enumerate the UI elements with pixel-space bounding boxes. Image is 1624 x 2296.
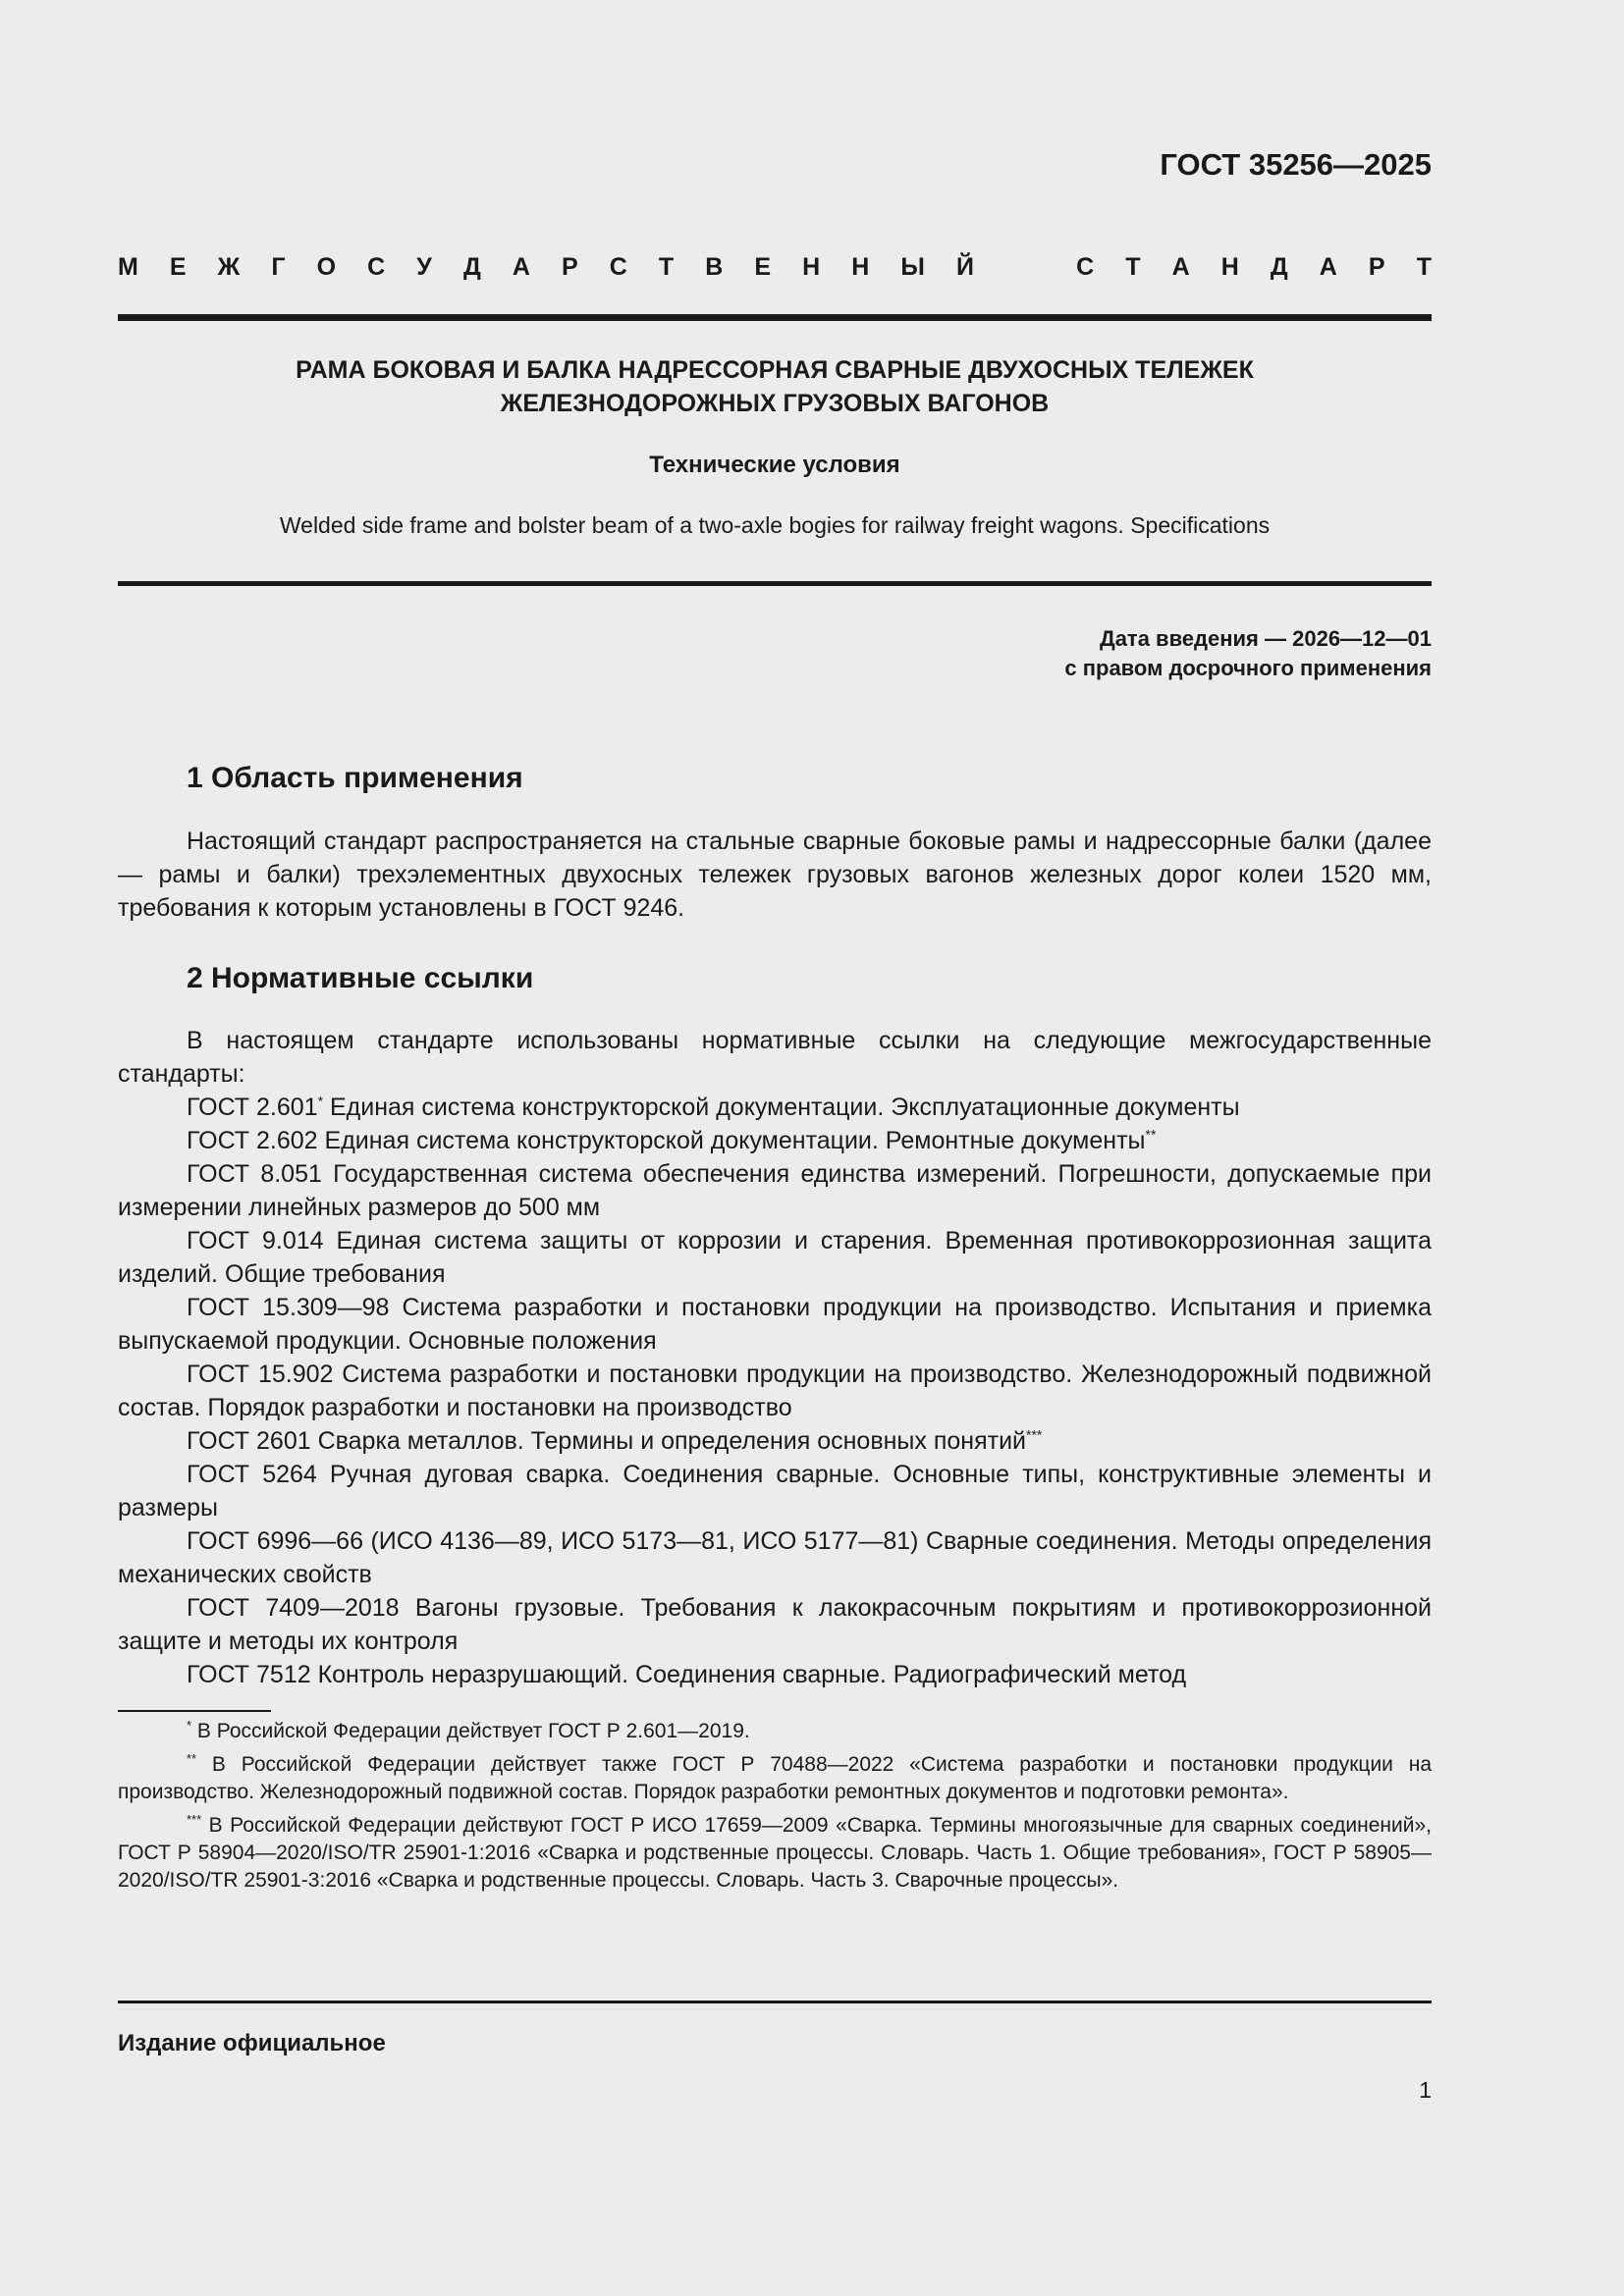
header-letter: В <box>705 253 724 281</box>
reference-text: ГОСТ 2.601 <box>187 1094 318 1121</box>
introduction-date <box>118 624 1432 683</box>
footnote-item <box>118 1718 1432 1745</box>
header-rule <box>118 314 1432 321</box>
normative-references-list <box>118 1091 1432 1691</box>
header-letter: Д <box>1270 253 1288 281</box>
section-2-heading: 2 Нормативные ссылки <box>187 962 534 994</box>
section-1-body <box>118 825 1432 925</box>
footnote-text: В Российской Федерации действует также ГОСТ Р 70488—2022 «Система разработки и постановки продукции на производство. Железнодорожный подвижной состав. Порядок разработки ремонтных документов и подготовки ремонта». <box>118 1753 1432 1803</box>
header-letter: Т <box>658 253 675 281</box>
header-letter: С <box>367 253 386 281</box>
reference-text: ГОСТ 6996—66 (ИСО 4136—89, ИСО 5173—81, ИСО 5177—81) Сварные соединения. Методы определения механических свойств <box>118 1527 1432 1588</box>
footnote-item <box>118 1812 1432 1895</box>
footnote-text: В Российской Федерации действуют ГОСТ Р ИСО 17659—2009 «Сварка. Термины многоязычные для сварных соединений», ГОСТ Р 58904—2020/ISO/TR 25901-1:2016 «Сварка и родственные процессы. Словарь. Часть 1. Общие требования», ГОСТ Р 58905—2020/ISO/TR 25901-3:2016 «Сварка и родственные процессы. Словарь. Часть 3. Сварочные процессы». <box>118 1814 1432 1892</box>
section-2-body <box>118 1024 1432 1691</box>
header-letter: С <box>609 253 627 281</box>
header-letter: Г <box>271 253 286 281</box>
intro-date-line: Дата введения — 2026—12—01 <box>1100 626 1432 651</box>
footnote-text: В Российской Федерации действует ГОСТ Р 2.601—2019. <box>191 1720 750 1742</box>
header-letter: Р <box>561 253 578 281</box>
reference-item <box>118 1524 1432 1591</box>
header-letter: Р <box>1368 253 1385 281</box>
reference-text: ГОСТ 15.309—98 Система разработки и постановки продукции на производство. Испытания и приемка выпускаемой продукции. Основные положения <box>118 1294 1432 1355</box>
section-1-heading: 1 Область применения <box>187 762 523 794</box>
section-1-paragraph: Настоящий стандарт распространяется на стальные сварные боковые рамы и надрессорные балки (далее — рамы и балки) трехэлементных двухосных тележек грузовых вагонов железных дорог колеи 1520 мм, требования к которым установлены в ГОСТ 9246. <box>118 828 1432 922</box>
reference-text: ГОСТ 5264 Ручная дуговая сварка. Соединения сварные. Основные типы, конструктивные элементы и размеры <box>118 1461 1432 1522</box>
header-letter: А <box>512 253 530 281</box>
standard-type-band <box>118 253 1432 282</box>
header-letter: С <box>1076 253 1095 281</box>
reference-item <box>118 1424 1432 1458</box>
reference-item <box>118 1658 1432 1691</box>
reference-item <box>118 1124 1432 1157</box>
footnote-marker: *** <box>1026 1426 1043 1443</box>
reference-item <box>118 1591 1432 1658</box>
document-number: ГОСТ 35256—2025 <box>1160 147 1432 182</box>
footnote-marker: ** <box>1145 1126 1157 1143</box>
header-letter: Т <box>1125 253 1141 281</box>
english-title: Welded side frame and bolster beam of a two-axle bogies for railway freight wagons. Specifications <box>279 512 1271 538</box>
header-letter: М <box>118 253 138 281</box>
header-letter: Т <box>1416 253 1432 281</box>
header-letter: Е <box>169 253 187 281</box>
header-letter: О <box>316 253 337 281</box>
reference-item <box>118 1224 1432 1291</box>
reference-item <box>118 1091 1432 1124</box>
header-letter: Н <box>1220 253 1239 281</box>
reference-item <box>118 1291 1432 1358</box>
title-rule <box>118 581 1432 586</box>
header-letter: Е <box>754 253 772 281</box>
document-subtitle: Технические условия <box>649 452 900 478</box>
page-number: 1 <box>1419 2077 1432 2103</box>
footnote-mark: * <box>187 1718 192 1733</box>
footnote-separator <box>118 1710 271 1712</box>
header-letter: А <box>1319 253 1337 281</box>
reference-text: ГОСТ 2.602 Единая система конструкторской документации. Ремонтные документы <box>187 1127 1146 1154</box>
reference-item <box>118 1157 1432 1224</box>
section-2-intro: В настоящем стандарте использованы нормативные ссылки на следующие межгосударственные стандарты: <box>118 1027 1432 1088</box>
footnote-mark: *** <box>187 1812 202 1827</box>
header-letter: Ы <box>900 253 925 281</box>
document-title <box>118 353 1432 420</box>
header-letter: Д <box>462 253 481 281</box>
footnote-mark: ** <box>187 1751 197 1766</box>
title-line-1: РАМА БОКОВАЯ И БАЛКА НАДРЕССОРНАЯ СВАРНЫЕ ДВУХОСНЫХ ТЕЛЕЖЕК <box>296 356 1254 384</box>
title-line-2: ЖЕЛЕЗНОДОРОЖНЫХ ГРУЗОВЫХ ВАГОНОВ <box>500 390 1050 417</box>
footnotes <box>118 1718 1432 1900</box>
reference-text: ГОСТ 7512 Контроль неразрушающий. Соединения сварные. Радиографический метод <box>187 1661 1187 1688</box>
header-letter: А <box>1171 253 1190 281</box>
header-letter: Н <box>802 253 821 281</box>
reference-text: ГОСТ 2601 Сварка металлов. Термины и определения основных понятий <box>187 1427 1026 1455</box>
footnote-marker: * <box>317 1093 324 1109</box>
reference-text: ГОСТ 7409—2018 Вагоны грузовые. Требования к лакокрасочным покрытиям и противокоррозионной защите и методы их контроля <box>118 1594 1432 1655</box>
official-edition-label: Издание официальное <box>118 2030 386 2056</box>
header-letter: Й <box>955 253 974 281</box>
header-letter: Ж <box>217 253 241 281</box>
header-letter: У <box>416 253 432 281</box>
reference-text: ГОСТ 9.014 Единая система защиты от коррозии и старения. Временная противокоррозионная защита изделий. Общие требования <box>118 1227 1432 1288</box>
header-word-gap <box>1005 253 1045 282</box>
early-application-line: с правом досрочного применения <box>1064 656 1432 680</box>
reference-item <box>118 1458 1432 1524</box>
reference-item <box>118 1358 1432 1424</box>
reference-text: ГОСТ 8.051 Государственная система обеспечения единства измерений. Погрешности, допускаемые при измерении линейных размеров до 500 мм <box>118 1160 1432 1221</box>
footnote-item <box>118 1751 1432 1806</box>
footer-rule <box>118 2001 1432 2003</box>
reference-text: ГОСТ 15.902 Система разработки и постановки продукции на производство. Железнодорожный подвижной состав. Порядок разработки и постановки на производство <box>118 1361 1432 1421</box>
header-letter: Н <box>851 253 870 281</box>
reference-text-continued: Единая система конструкторской документации. Эксплуатационные документы <box>323 1094 1240 1121</box>
